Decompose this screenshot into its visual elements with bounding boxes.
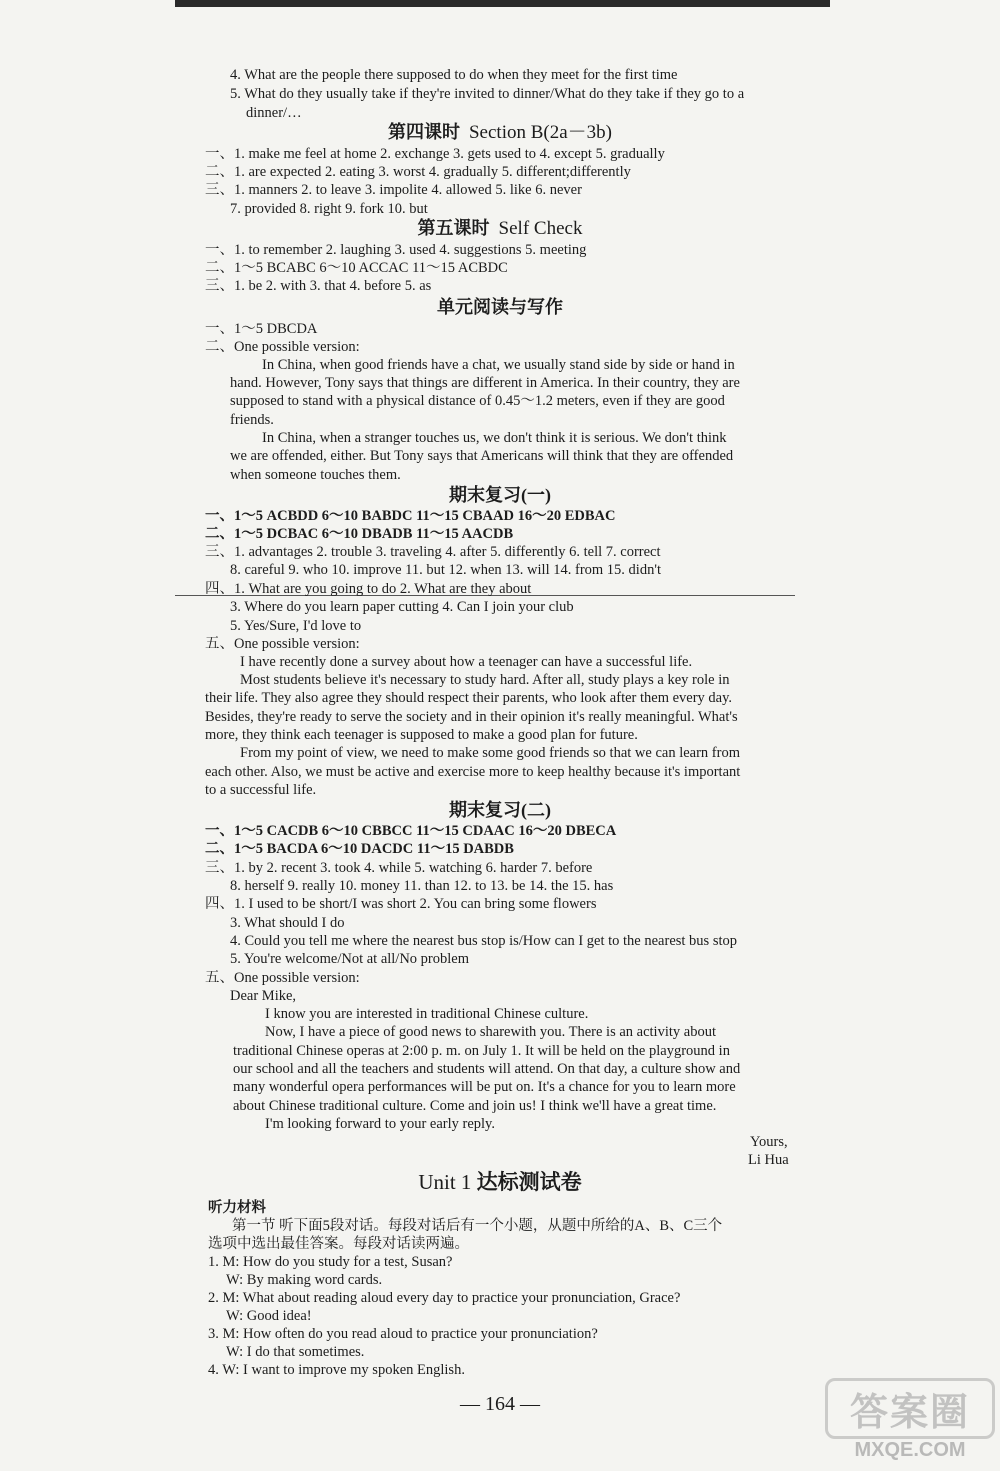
answer-line: traditional Chinese operas at 2:00 p. m. on July 1. It will be held on the playground in bbox=[233, 1043, 730, 1059]
instruction-line: 第一节 听下面5段对话。每段对话后有一个小题，从题中所给的A、B、C三个 bbox=[232, 1218, 723, 1234]
section-heading bbox=[0, 217, 1000, 240]
answer-line: many wonderful opera performances will be put on. It's a chance for you to learn more bbox=[233, 1079, 736, 1095]
answer-line: more, they think each teenager is supposed to make a good plan for future. bbox=[205, 727, 638, 743]
answer-line: 一、1～5 DBCDA bbox=[205, 321, 318, 337]
heading-cn: 第五课时 bbox=[417, 218, 490, 238]
answer-line: about Chinese traditional culture. Come and join us! I think we'll have a great time. bbox=[233, 1098, 717, 1114]
answer-line: 3. Where do you learn paper cutting 4. Can I join your club bbox=[230, 599, 574, 615]
answer-line: In China, when good friends have a chat, we usually stand side by side or hand in bbox=[262, 357, 735, 373]
answer-line: each other. Also, we must be active and exercise more to keep healthy because it's important bbox=[205, 764, 741, 780]
answer-line: 二、1. are expected 2. eating 3. worst 4. gradually 5. different;differently bbox=[205, 164, 631, 180]
heading-en: Self Check bbox=[498, 218, 583, 239]
answer-line: 三、1. advantages 2. trouble 3. traveling 4. after 5. differently 6. tell 7. correct bbox=[205, 544, 661, 560]
watermark-top: 答案圈 bbox=[825, 1378, 995, 1439]
section-heading: 期末复习(二) bbox=[449, 800, 551, 820]
answer-line: 五、One possible version: bbox=[205, 970, 360, 986]
unit-title-cn: 达标测试卷 bbox=[476, 1170, 582, 1194]
answer-line: 5. Yes/Sure, I'd love to bbox=[230, 618, 362, 634]
answer-line: friends. bbox=[230, 412, 274, 428]
section-heading: 单元阅读与写作 bbox=[437, 297, 563, 317]
answer-line: From my point of view, we need to make some good friends so that we can learn from bbox=[240, 745, 740, 761]
watermark-logo bbox=[825, 1378, 995, 1466]
dialogue-line: 1. M: How do you study for a test, Susan? bbox=[208, 1254, 453, 1270]
heading-cn: 第四课时 bbox=[387, 122, 460, 142]
answer-line: 一、1. to remember 2. laughing 3. used 4. suggestions 5. meeting bbox=[205, 242, 587, 258]
unit-title bbox=[0, 1169, 1000, 1195]
dialogue-line: W: I do that sometimes. bbox=[226, 1344, 365, 1360]
answer-line: 四、1. I used to be short/I was short 2. You can bring some flowers bbox=[205, 896, 597, 912]
unit-title-en: Unit 1 bbox=[418, 1170, 472, 1194]
answer-line: 一、1～5 ACBDD 6～10 BABDC 11～15 CBAAD 16～20 EDBAC bbox=[205, 508, 616, 524]
answer-line: 5. What do they usually take if they're invited to dinner/What do they take if they go to a bbox=[230, 86, 745, 102]
answer-line: 5. You're welcome/Not at all/No problem bbox=[230, 951, 470, 967]
answer-line: to a successful life. bbox=[205, 782, 317, 798]
answer-line: Dear Mike, bbox=[230, 988, 297, 1004]
answer-line: 4. What are the people there supposed to do when they meet for the first time bbox=[230, 67, 678, 83]
answer-line: Most students believe it's necessary to study hard. After all, study plays a key role in bbox=[240, 672, 730, 688]
answer-line: when someone touches them. bbox=[230, 467, 401, 483]
dialogue-line: W: By making word cards. bbox=[226, 1272, 383, 1288]
answer-line: 8. herself 9. really 10. money 11. than 12. to 13. be 14. the 15. has bbox=[230, 878, 614, 894]
answer-line: 3. What should I do bbox=[230, 915, 345, 931]
dialogue-line: 3. M: How often do you read aloud to practice your pronunciation? bbox=[208, 1326, 598, 1342]
dialogue-line: 2. M: What about reading aloud every day to practice your pronunciation, Grace? bbox=[208, 1290, 681, 1306]
watermark-bottom: MXQE.COM bbox=[854, 1439, 966, 1461]
answer-line: 二、1～5 DCBAC 6～10 DBADB 11～15 AACDB bbox=[205, 526, 514, 542]
letter-signature: Li Hua bbox=[748, 1152, 789, 1168]
answer-line: Besides, they're ready to serve the society and in their opinion it's really meaningful. What's bbox=[205, 709, 738, 725]
answer-line: supposed to stand with a physical distance of 0.45～1.2 meters, even if they are good bbox=[230, 393, 725, 409]
answer-line: 三、1. manners 2. to leave 3. impolite 4. allowed 5. like 6. never bbox=[205, 182, 582, 198]
section-heading bbox=[0, 121, 1000, 144]
answer-line: 三、1. by 2. recent 3. took 4. while 5. watching 6. harder 7. before bbox=[205, 860, 593, 876]
answer-line: Now, I have a piece of good news to sharewith you. There is an activity about bbox=[265, 1024, 716, 1040]
answer-line: In China, when a stranger touches us, we don't think it is serious. We don't think bbox=[262, 430, 727, 446]
section-heading: 期末复习(一) bbox=[449, 485, 551, 505]
answer-line: 8. careful 9. who 10. improve 11. but 12. when 13. will 14. from 15. didn't bbox=[230, 562, 661, 578]
answer-line: 三、1. be 2. with 3. that 4. before 5. as bbox=[205, 278, 432, 294]
answer-line: 一、1～5 CACDB 6～10 CBBCC 11～15 CDAAC 16～20 DBECA bbox=[205, 823, 617, 839]
answer-line: we are offended, either. But Tony says that Americans will think that they are offended bbox=[230, 448, 734, 464]
dialogue-line: 4. W: I want to improve my spoken English. bbox=[208, 1362, 465, 1378]
answer-line: their life. They also agree they should respect their parents, who look after them every day. bbox=[205, 690, 733, 706]
answer-line: our school and all the teachers and students will attend. On that day, a culture show and bbox=[233, 1061, 741, 1077]
answer-line: dinner/… bbox=[246, 105, 302, 121]
answer-line: 4. Could you tell me where the nearest bus stop is/How can I get to the nearest bus stop bbox=[230, 933, 737, 949]
answer-line: 一、1. make me feel at home 2. exchange 3. gets used to 4. except 5. gradually bbox=[205, 146, 665, 162]
answer-line: 五、One possible version: bbox=[205, 636, 360, 652]
heading-en: Section B(2a－3b) bbox=[468, 122, 612, 143]
instruction-line: 选项中选出最佳答案。每段对话读两遍。 bbox=[208, 1236, 469, 1252]
answer-line: 7. provided 8. right 9. fork 10. but bbox=[230, 201, 428, 217]
answer-line: 二、1～5 BCABC 6～10 ACCAC 11～15 ACBDC bbox=[205, 260, 508, 276]
answer-line: I have recently done a survey about how a teenager can have a successful life. bbox=[240, 654, 693, 670]
page-number: — 164 — bbox=[460, 1393, 540, 1415]
answer-line: 四、1. What are you going to do 2. What are they about bbox=[205, 581, 532, 597]
answer-line: 二、1～5 BACDA 6～10 DACDC 11～15 DABDB bbox=[205, 841, 514, 857]
dialogue-line: W: Good idea! bbox=[226, 1308, 312, 1324]
answer-line: hand. However, Tony says that things are different in America. In their country, they are bbox=[230, 375, 740, 391]
answer-line: 二、One possible version: bbox=[205, 339, 360, 355]
answer-line: I know you are interested in traditional Chinese culture. bbox=[265, 1006, 589, 1022]
letter-closing: Yours, bbox=[750, 1134, 788, 1150]
listening-label: 听力材料 bbox=[208, 1200, 266, 1216]
answer-line: I'm looking forward to your early reply. bbox=[265, 1116, 495, 1132]
